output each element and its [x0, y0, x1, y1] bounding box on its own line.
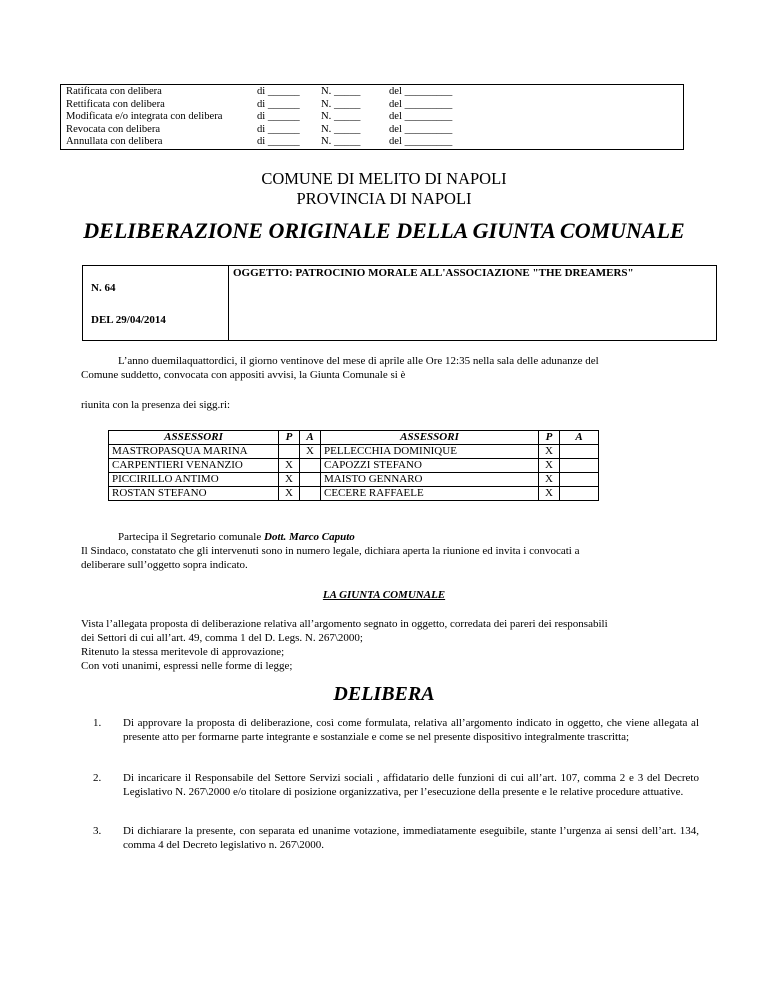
premessa-line: Ritenuto la stessa meritevole di approvazione;	[81, 646, 285, 658]
table-header-row	[109, 431, 599, 445]
column-header-absent: A	[560, 431, 599, 445]
status-n: N. _____	[321, 136, 361, 147]
status-di: di ______	[257, 111, 300, 122]
column-header-absent: A	[300, 431, 321, 445]
item-text: Di incaricare il Responsabile del Settore Servizi sociali , affidatario delle funzioni di cui all’art. 107, comma 2 e 3 del Decreto Legislativo N. 267\2000 e/o titolare di posizione organizzativa, per l’esecuzione della presente e le relative procedure attuative.	[123, 772, 699, 798]
column-header-assessori: ASSESSORI	[321, 431, 539, 445]
item-number: 2.	[93, 772, 102, 784]
status-label: Modificata e/o integrata con delibera	[66, 111, 223, 122]
delibera-date: DEL 29/04/2014	[91, 314, 166, 326]
item-text: Di approvare la proposta di deliberazione, così come formulata, relativa all’argomento indicato in oggetto, che viene allegata al presente atto per formarne parte integrante e sostanziale e come se nel presente dispositivo integralmente trascritta;	[123, 717, 699, 743]
status-del: del _________	[389, 136, 453, 147]
assessore-name: PELLECCHIA DOMINIQUE	[321, 445, 539, 459]
status-n: N. _____	[321, 86, 361, 97]
delibera-number: N. 64	[91, 282, 116, 294]
segretario-prefix: Partecipa il Segretario comunale	[118, 531, 264, 543]
absent-mark	[560, 445, 599, 459]
present-mark: X	[539, 459, 560, 473]
premessa-line: Vista l’allegata proposta di deliberazione relativa all’argomento segnato in oggetto, corredata dei pareri dei responsabili	[81, 618, 608, 630]
present-mark: X	[539, 445, 560, 459]
intro-line: L’anno duemilaquattordici, il giorno ventinove del mese di aprile alle Ore 12:35 nella sala delle adunanze del	[118, 355, 599, 367]
assessore-name: MASTROPASQUA MARINA	[109, 445, 279, 459]
item-number: 3.	[93, 825, 102, 837]
assessore-name: CAPOZZI STEFANO	[321, 459, 539, 473]
sindaco-line: deliberare sull’oggetto sopra indicato.	[81, 559, 248, 571]
assessore-name: ROSTAN STEFANO	[109, 487, 279, 501]
status-label: Rettificata con delibera	[66, 98, 165, 110]
absent-mark	[560, 473, 599, 487]
column-header-present: P	[539, 431, 560, 445]
assessore-name: PICCIRILLO ANTIMO	[109, 473, 279, 487]
assessore-name: CECERE RAFFAELE	[321, 487, 539, 501]
status-n: N. _____	[321, 123, 361, 135]
assessore-name: CARPENTIERI VENANZIO	[109, 459, 279, 473]
item-text: Di dichiarare la presente, con separata ed unanime votazione, immediatamente eseguibile, stante l’urgenza ai sensi dell’art. 134, comma 4 del Decreto legislativo n. 267\2000.	[123, 825, 699, 851]
status-n: N. _____	[321, 111, 361, 122]
present-mark: X	[279, 487, 300, 501]
delibera-subject: OGGETTO: PATROCINIO MORALE ALL'ASSOCIAZIONE "THE DREAMERS"	[233, 267, 634, 279]
item-number: 1.	[93, 717, 102, 729]
status-label: Ratificata con delibera	[66, 86, 162, 97]
present-mark	[279, 445, 300, 459]
delibera-heading: DELIBERA	[333, 683, 435, 705]
status-del: del _________	[389, 98, 453, 110]
status-label: Revocata con delibera	[66, 123, 161, 135]
absent-mark: X	[300, 445, 321, 459]
present-mark: X	[279, 459, 300, 473]
status-di: di ______	[257, 123, 300, 135]
giunta-heading: LA GIUNTA COMUNALE	[322, 589, 446, 601]
intro-line: riunita con la presenza dei sigg.ri:	[81, 399, 231, 411]
premessa-line: Con voti unanimi, espressi nelle forme di legge;	[81, 660, 293, 672]
segretario-name: Dott. Marco Caputo	[264, 531, 355, 543]
column-header-assessori: ASSESSORI	[109, 431, 279, 445]
table-row	[109, 487, 599, 501]
present-mark: X	[279, 473, 300, 487]
present-mark: X	[539, 487, 560, 501]
status-di: di ______	[257, 86, 300, 97]
segretario-line	[118, 530, 355, 544]
absent-mark	[300, 473, 321, 487]
status-n: N. _____	[321, 98, 361, 110]
status-label: Annullata con delibera	[66, 136, 163, 147]
status-box	[60, 84, 684, 150]
assessore-name: MAISTO GENNARO	[321, 473, 539, 487]
status-del: del _________	[389, 86, 453, 97]
table-row	[109, 445, 599, 459]
table-row	[109, 473, 599, 487]
table-row	[109, 459, 599, 473]
status-di: di ______	[257, 136, 300, 147]
present-mark: X	[539, 473, 560, 487]
status-del: del _________	[389, 111, 453, 122]
absent-mark	[300, 459, 321, 473]
object-box	[82, 265, 717, 341]
sindaco-line: Il Sindaco, constatato che gli intervenuti sono in numero legale, dichiara aperta la riunione ed invita i convocati a	[81, 545, 580, 557]
provincia-name: PROVINCIA DI NAPOLI	[296, 189, 472, 208]
absent-mark	[560, 487, 599, 501]
page-title: DELIBERAZIONE ORIGINALE DELLA GIUNTA COMUNALE	[83, 218, 685, 243]
comune-name: COMUNE DI MELITO DI NAPOLI	[261, 169, 507, 188]
status-di: di ______	[257, 98, 300, 110]
intro-line: Comune suddetto, convocata con appositi avvisi, la Giunta Comunale si è	[81, 369, 406, 381]
absent-mark	[300, 487, 321, 501]
column-header-present: P	[279, 431, 300, 445]
absent-mark	[560, 459, 599, 473]
status-del: del _________	[389, 123, 453, 135]
attendance-table	[108, 430, 599, 501]
object-box-divider	[228, 266, 229, 340]
premessa-line: dei Settori di cui all’art. 49, comma 1 del D. Legs. N. 267\2000;	[81, 632, 363, 644]
